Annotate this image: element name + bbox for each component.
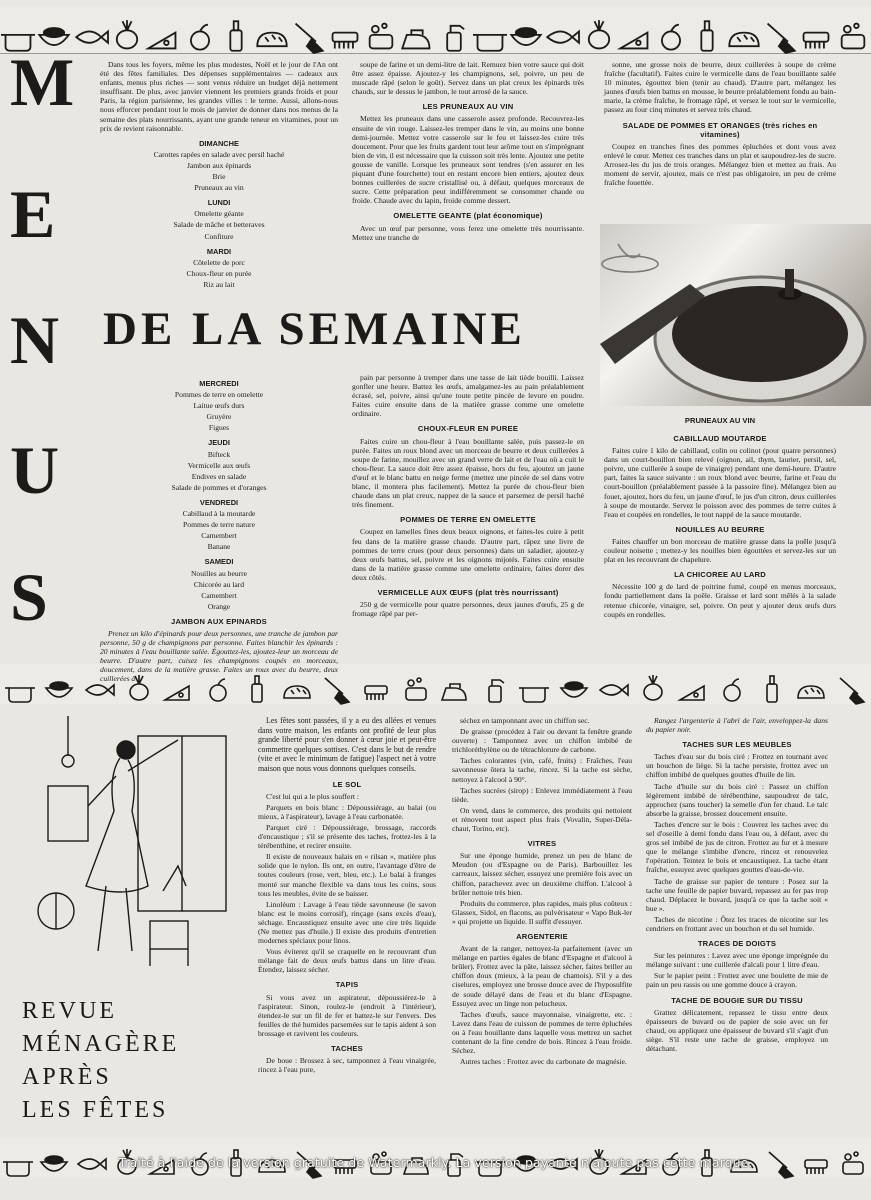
cheese-icon <box>678 674 708 704</box>
menagere-text: Taches de nicotine : Ôtez les traces de nicotine sur les cendriers en frottant avec un bouchon et du sel humide. <box>646 914 828 933</box>
section-title: TRACES DE DOIGTS <box>697 939 777 949</box>
menu-item: Camembert <box>201 531 237 541</box>
menagere-text: Tache d'huile sur du bois ciré : Passez un chiffon légèrement imbibé de térébenthine, saupoudrez de talc, approchez (sans toucher) la semelle d'un fer chaud. Le talc absorbe la graisse, brossez doucement ensuite. <box>646 781 828 818</box>
soap-icon <box>364 19 398 53</box>
menu-item: Figues <box>208 423 230 433</box>
menagere-text: séchez en tamponnant avec un chiffon sec. <box>460 716 590 725</box>
recipe-text: Faites chauffer un bon morceau de matière grasse dans la poêle jusqu'à couleur noisette ; mettez-y les nouilles bien égouttées et servez-les sur un plat en les recouvrant de chapelure. <box>604 536 836 565</box>
section-title: TACHES <box>331 1044 363 1053</box>
menagere-text: Taches d'œufs, sauce mayonnaise, vinaigrette, etc. : Lavez dans l'eau de cuisson de pommes de terre épluchées ou à l'eau bouillante dans laquelle vous mettrez un sachet contenant de la fine cendre de bois. Rincez à l'eau froide. Séchez. <box>452 1009 632 1056</box>
recipe-title: JAMBON AUX EPINARDS <box>171 616 267 626</box>
menagere-text: De boue : Brossez à sec, tamponnez à l'eau vinaigrée, rincez à l'eau pure, <box>258 1056 436 1075</box>
menu-item: Confiture <box>204 231 234 241</box>
recipe-text: Mettez les pruneaux dans une casserole assez profonde. Recouvrez-les ensuite de vin rouge. Laissez-les tremper dans le vin, au moins une bonne demi-journée. Mettez votre casserole sur le feu et laissez-les cuire très doucement. Pour que les fruits gardent tout leur arôme tout en s'imprégnant bien de vin, il est nécessaire que la cuisson soit très lente. Ajoutez une petite gousse de vanille. Lorsque les pruneaux sont tendres (s'en assurer en les piquant d'une fourchette) tout en restant encore bien entiers, ajoutez deux bonnes cuillerées de sucre cristallisé ou, à défaut, quelques morceaux de sucre. Cette préparation peut indifféremment se consommer chaude ou froide. Chaude avec du lapin, froide comme dessert. <box>352 114 584 206</box>
menu-item: Camembert <box>201 590 237 600</box>
recipe-title: VERMICELLE AUX ŒUFS (plat très nourrissant) <box>377 587 559 597</box>
spray-icon <box>480 674 510 704</box>
menu-item: Pommes de terre en omelette <box>174 390 264 400</box>
side-letter: U <box>10 432 60 508</box>
side-letter: N <box>10 302 60 378</box>
pot-icon <box>519 674 549 704</box>
menagere-text: Vous éviterez qu'il se craquelle en le recouvrant d'un mélange fait de deux œufs battus dans un litre d'eau. Étendez, laissez sécher. <box>258 947 436 975</box>
bowl-icon <box>44 674 74 704</box>
recipe-text: soupe de farine et un demi-litre de lait. Remuez bien votre sauce qui doit être assez épaisse. Ajoutez-y les champignons, sel, poivre, un peu de muscade râpé (selon le goût). Servez dans un plat creux les épinards très chauds, sur le dessus le jambon, le tout arrosé de la sauce. <box>352 60 584 97</box>
recipe-text: Nécessite 100 g de lard de poitrine fumé, coupé en menus morceaux, fondu partiellement dans la poêle. Graisse et lard sont mêlés à la salade retenue chicorée, vinaigre, sel, poivre. On peut y ajouter deux œufs durs coupés en rondelles. <box>604 582 836 619</box>
menagere-column-3 <box>646 716 828 1134</box>
recipe-text: Prenez un kilo d'épinards pour deux personnes, une tranche de jambon par personne, 50 g de champignons par personne. Faites blanchir les épinards : 20 minutes à l'eau bouillante salée. Égouttez-les, ajoutez-leur un morceau de beurre. D'autre part, cuisez les champignons coupés en morceaux, doucement, dans de la matière grasse. Faites un roux avec du beurre, deux cuillerées à <box>100 628 338 684</box>
menu-day: SAMEDI <box>204 557 234 567</box>
vegetable-icon <box>638 674 668 704</box>
bottle-icon <box>690 19 724 53</box>
menu-item: Salade de pommes et d'oranges <box>171 482 267 492</box>
menu-item: Nouilles au beurre <box>190 568 248 578</box>
menu-item: Côtelette de porc <box>193 257 245 267</box>
fruit-icon <box>183 19 217 53</box>
section-title: ARGENTERIE <box>516 931 568 941</box>
bread-icon <box>255 19 289 53</box>
menagere-text: Sur les peintures : Lavez avec une éponge imprégnée du mélange suivant : une cuillerée d'alcali pour 1 litre d'eau. <box>646 951 828 970</box>
recipes-column-3-top <box>604 60 836 220</box>
recipe-title: OMELETTE GEANTE (plat économique) <box>393 211 543 221</box>
menagere-text: Sur une éponge humide, prenez un peu de blanc de Meudon (ou d'Espagne ou de Paris). Barbouillez les carreaux, laissez sécher, essuyez une première fois avec un chiffon, parachevez avec un deuxième chiffon. L'alcool à brûler nettoie très bien. <box>452 851 632 897</box>
menu-item: Chicorée au lard <box>193 579 245 589</box>
menagere-text: Taches sucrées (sirop) : Enlevez immédiatement à l'eau tiède. <box>452 785 632 804</box>
menagere-text: Taches d'eau sur du bois ciré : Frottez en tournant avec un bouchon de liège. Si la tache persiste, frottez avec un chiffon imbibé de quelques gouttes d'huile de lin. <box>646 752 828 780</box>
menagere-text: Tache de graisse sur papier de tenture : Posez sur la tache une feuille de papier buvard, repassez au fer pas trop chaud. Déplacez le buvard, jusqu'à ce que la tache soit « bue ». <box>646 876 828 913</box>
menu-day: MERCREDI <box>199 379 239 388</box>
section-title: TAPIS <box>335 980 359 990</box>
bottle-icon <box>219 19 253 53</box>
brush-icon <box>328 19 362 53</box>
section-title: VITRES <box>527 839 557 849</box>
menu-item: Carottes rapées en salade avec persil haché <box>153 149 285 159</box>
menu-item: Endives en salade <box>191 471 247 481</box>
recipes-column-2-top <box>352 60 584 298</box>
menu-item: Banane <box>207 542 231 552</box>
recipes-column-2-bottom <box>352 373 584 655</box>
menagere-text: Grattez délicatement, repassez le tissu entre deux épaisseurs de buvard ou de papier de soie avec un fer chaud, ou appliquez une épaisseur de buvard s'il s'agit d'un siège. S'il reste une tache de graisse, employez un détachant. <box>646 1007 828 1053</box>
recipe-title: LA CHICOREE AU LARD <box>674 570 766 580</box>
section-title: TACHE DE BOUGIE SUR DU TISSU <box>671 995 803 1005</box>
recipe-text: Faites cuire un chou-fleur à l'eau bouillante salée, puis passez-le en purée. Faites un roux blond avec un morceau de beurre et deux cuillerées à soupe de farine, mouillez avec un grand verre de lait et de l'eau où a cuit le chou-fleur. La sauce doit être assez épaisse, hors du feu, ajoutez un jaune d'œuf et le blanc battu en neige ferme (mettez une pincée de sel dans votre blanc, il montera plus facilement). Mettez la purée de chou-fleur bien chaude dans un plat creux, nappez de la sauce et parsemez de persil haché très finement. <box>352 436 584 510</box>
fish-icon <box>74 19 108 53</box>
side-letter: E <box>10 176 56 252</box>
menu-item: Pruneaux au vin <box>194 183 244 193</box>
revue-title-line: MÉNAGÈRE <box>22 1031 180 1057</box>
menu-day: JEUDI <box>208 438 230 448</box>
menagere-text: Autres taches : Frottez avec du carbonate de magnésie. <box>460 1057 627 1067</box>
recipe-text: sonne, une grosse noix de beurre, deux cuillerées à soupe de crème fraîche (facultatif). Faites cuire le vermicelle dans de l'eau bouillante salée 10 minutes, égouttez bien (tenir au chaud). D'autre part, mélangez les jaunes d'œufs bien battus en mousse, le beurre préalablement fondu au bain-marie, la crème fraîche, le fromage râpé, et versez le tout sur le vermicelle, passez au four cinq minutes et servez très chaud. <box>604 60 836 115</box>
menu-item: Laitue œufs durs <box>193 401 245 411</box>
menu-day: VENDREDI <box>199 497 239 507</box>
bottle-icon <box>757 674 787 704</box>
menu-item: Pommes de terre nature <box>183 520 255 530</box>
menu-item: Brie <box>212 172 226 182</box>
menagere-text: Il existe de nouveaux balais en « rilsan », matière plus solide que le nylon. Ils ont, en outre, l'avantage d'être de toutes couleurs (rose, vert, bleu, etc.). Le balai à franges monté sur manche flexible va dans tous les coins, sous tous les meubles, évite de se baisser. <box>258 852 436 898</box>
fruit-icon <box>654 19 688 53</box>
housekeeper-illustration <box>28 716 238 978</box>
menus-column-top <box>100 60 338 298</box>
menu-item: Salade de mâche et betteraves <box>173 220 265 230</box>
photo-caption: PRUNEAUX AU VIN <box>684 416 756 425</box>
menagere-text: De graisse (procédez à l'air ou devant la fenêtre grande ouverte) : Tamponnez avec un chiffon imbibé de trichloréthylène ou de tétrachlorure de carbone. <box>452 727 632 755</box>
menagere-text: Avant de la ranger, nettoyez-la parfaitement (avec un mélange en parties égales de blanc d'Espagne et d'alcool à brûler). Frottez avec la pâte, laissez sécher, faites briller au chiffon doux (mieux, à la peau de chamois). S'il y a des ciselures, employez une brosse douce avec de l'hyposulfite de soude délayé dans de l'eau et du blanc d'Espagne. Essuyez avec un linge non pelucheux. <box>452 944 632 1008</box>
side-letter: S <box>10 559 48 635</box>
headline: DE LA SEMAINE <box>103 303 526 355</box>
fish-icon <box>598 674 628 704</box>
recipe-text: Coupez en lamelles fines deux beaux oignons, et faites-les cuire à petit feu dans de la matière grasse chaude. D'autre part, râpez une livre de pommes de terre crues (pour deux personnes) dans un saladier, ajoutez-y deux œufs battus, sel, poivre et les oignons mijotés. Faites cuire ensuite dans de la matière grasse comme une omelette ordinaire, faites dorer des deux côtés. <box>352 527 584 582</box>
menagere-text: Taches colorantes (vin, café, fruits) : Fraîches, l'eau savonneuse ôtera la tache, rincez. Si la tache est sèche, nettoyez à l'alcool à 90°. <box>452 756 632 784</box>
bread-icon <box>727 19 761 53</box>
top-decorative-band <box>0 6 871 54</box>
recipes-column-3-bottom <box>604 432 836 657</box>
vegetable-icon <box>582 19 616 53</box>
recipe-title: SALADE DE POMMES ET ORANGES (très riches en vitamines) <box>622 120 818 139</box>
menagere-text: Si vous avez un aspirateur, dépoussiérez-le à l'aspirateur. Sinon, roulez-le (endroit à l'intérieur), étendez-le sur un fil de fer et battez-le sur l'envers. Des feuilles de thé humides parsemées sur le tapis aident à son brossage et ravivent les couleurs. <box>258 992 436 1038</box>
menu-item: Omelette géante <box>194 209 244 219</box>
menu-item: Riz au lait <box>203 279 235 289</box>
menus-column-bottom <box>100 373 338 684</box>
revue-title-line: LES FÊTES <box>22 1097 169 1123</box>
side-letter: M <box>10 44 75 120</box>
section-title: LE SOL <box>332 779 362 789</box>
bowl-icon <box>509 19 543 53</box>
menagere-text: Sur le papier peint : Frottez avec une boulette de mie de pain un peu rassis ou une gomme douce à crayon. <box>646 971 828 990</box>
menu-item: Jambon aux épinards <box>186 160 252 170</box>
vegetable-icon <box>110 19 144 53</box>
soap-icon <box>836 19 870 53</box>
housekeeper-icon <box>28 716 238 978</box>
intro-text: Dans tous les foyers, même les plus modestes, Noël et le jour de l'An ont été des fêtes familiales. Des dépenses supplémentaires — cadeaux aux enfants, menus plus riches — sont venus réduire un budget déjà nettement insuffisant. De plus, avec janvier viennent les premiers grands froids et pour Paris, la région parisienne, les grandes villes : le terme. Aussi, allons-nous nous efforcer pendant tout le mois de janvier de donner dans nos menus de la semaine des plats nourrissants, ayant une grande teneur en vitamines, pour un prix de revient raisonnable. <box>100 60 338 133</box>
revue-title-line: APRÈS <box>22 1064 112 1090</box>
pot-icon <box>5 674 35 704</box>
menu-day: MARDI <box>206 246 232 256</box>
fruit-icon <box>717 674 747 704</box>
recipe-title: CABILLAUD MOUTARDE <box>673 434 767 443</box>
menagere-text: Taches d'encre sur le bois : Couvrez les taches avec du sel d'oseille à demi fondu dans l'eau ou, à défaut, avec du gros sel imbibé de jus de citron. Frottez au fur et à mesure que le mélange s'imbibe d'encre, rincez et renouvelez l'opération. Teintez le bois et encaustiquez. La tache étant fraîche, essuyez avec quelques gouttes d'eau-de-vie. <box>646 819 828 875</box>
iron-icon <box>400 19 434 53</box>
bowl-icon <box>559 674 589 704</box>
recipe-text: Avec un œuf par personne, vous ferez une omelette très nourrissante. Mettez une tranche de <box>352 223 584 242</box>
broom-icon <box>836 674 866 704</box>
menagere-text: Rangez l'argenterie à l'abri de l'air, enveloppez-la dans du papier noir. <box>646 716 828 735</box>
menagere-column-2 <box>452 716 632 1134</box>
menagere-text: C'est lui qui a le plus souffert : <box>266 791 359 801</box>
recipe-text: Coupez en tranches fines des pommes épluchées et dont vous avez enlevé le cœur. Mettez ces tranches dans un plat et saupoudrez-les de sucre. Arrosez-les du jus de trois oranges. Mélangez bien et mettez au frais. Au moment de servir, ajoutez, mais ce n'est pas obligatoire, un peu de crème fraîche fouettée. <box>604 141 836 188</box>
menu-item: Bifteck <box>207 449 231 459</box>
menagere-text: On vend, dans le commerce, des produits qui nettoient et rénovent tout aspect plus frais (Vovalin, Super-Déla-chaut, Torino, etc). <box>452 805 632 834</box>
broom-icon <box>763 19 797 53</box>
menu-item: Choux-fleur en purée <box>186 268 252 278</box>
bread-icon <box>796 674 826 704</box>
prunes-dish-icon <box>600 224 871 406</box>
menagere-text: Les fêtes sont passées, il y a eu des allées et venues dans votre maison, les enfants ont profité de leur plus grande liberté pour s'en donner à cœur joie et peut-être commettre quelques sottises. C'est dans le but de rendre (vite et avec le minimum de fatigue) l'aspect net à votre maison que nous vous donnons quelques conseils. <box>258 716 436 773</box>
brush-icon <box>361 674 391 704</box>
soap-icon <box>401 674 431 704</box>
menu-item: Vermicelle aux œufs <box>187 460 251 470</box>
menagere-text: Parquet ciré : Dépoussiérage, brossage, raccords d'encaustique ; s'il se présente des taches, frottez-les à la térébenthine, et recirer ensuite. <box>258 822 436 851</box>
recipe-text: pain par personne à tremper dans une tasse de lait tiède bouilli. Laissez gonfler une heure. Battez les œufs, amalgamez-les au pain préalablement écrasé, sel, poivre, ainsi qu'une toute petite pincée de levure en poudre. Faites cuire ensuite dans de la matière grasse comme une omelette ordinaire. <box>352 373 584 419</box>
menagere-text: Linoléum : Lavage à l'eau tiède savonneuse (le savon blanc est le moins corrosif), rinçage (sans excès d'eau), séchage. Encaustiquez ensuite avec une cire très liquide (Ne mettez pas d'huile.) Il existe des produits d'entretien modernes spéciaux pour linos. <box>258 899 436 946</box>
iron-icon <box>440 674 470 704</box>
broom-icon <box>291 19 325 53</box>
menagere-column-1 <box>258 716 436 1134</box>
menu-day: LUNDI <box>207 198 231 208</box>
fish-icon <box>545 19 579 53</box>
recipe-title: CHOUX-FLEUR EN PUREE <box>417 424 519 434</box>
spray-icon <box>437 19 471 53</box>
revue-title <box>22 995 179 1127</box>
watermark-notice: Traité à l'aide de la version gratuite de Watermarkly. La version payante n'ajoute pas cette marque. <box>118 1155 753 1170</box>
pot-icon <box>473 19 507 53</box>
revue-title-line: REVUE <box>22 998 117 1024</box>
recipe-title: POMMES DE TERRE EN OMELETTE <box>400 515 536 525</box>
menu-item: Cabillaud à la moutarde <box>182 509 256 519</box>
cheese-icon <box>146 19 180 53</box>
menagere-text: Produits du commerce, plus rapides, mais plus coûteux : Glassex, Sidol, en flacons, au pulvérisateur « Vapo Buk-ler » qui projette un liquide. Il suffit d'essuyer. <box>452 898 632 926</box>
recipe-text: Faites cuire 1 kilo de cabillaud, colin ou colinot (pour quatre personnes) dans un court-bouillon bien relevé (oignon, ail, thym, laurier, persil, sel, poivre, une cuillerée à soupe de vinaigre) pendant une demi-heure. D'autre part, faites la sauce suivante : un roux blond avec beurre, farine et l'eau du court-bouillon (préalablement passée à la passoire fine). Mélangez bien au fouet, ajoutez, hors du feu, un jaune d'œuf, le jus d'un citron, deux cuillerées à soupe de moutarde. Servez le poisson avec des pommes de terre cuites à l'eau et coupées en rondelles, le tout nappé de la sauce moutarde. <box>604 446 836 519</box>
cheese-icon <box>618 19 652 53</box>
menu-item: Orange <box>207 601 231 611</box>
menagere-text: Parquets en bois blanc : Dépoussiérage, au balai (ou mieux, à l'aspirateur), lavage à l'eau carbonatée. <box>258 802 436 821</box>
brush-icon <box>799 19 833 53</box>
recipe-text: 250 g de vermicelle pour quatre personnes, deux jaunes d'œufs, 25 g de fromage râpé par per- <box>352 600 584 619</box>
recipe-title: LES PRUNEAUX AU VIN <box>422 102 514 112</box>
prunes-dish-photo <box>600 224 871 406</box>
recipe-title: NOUILLES AU BEURRE <box>675 524 765 534</box>
section-title: TACHES SUR LES MEUBLES <box>682 740 792 750</box>
menu-day: DIMANCHE <box>199 138 239 148</box>
menu-item: Gruyère <box>206 412 232 422</box>
